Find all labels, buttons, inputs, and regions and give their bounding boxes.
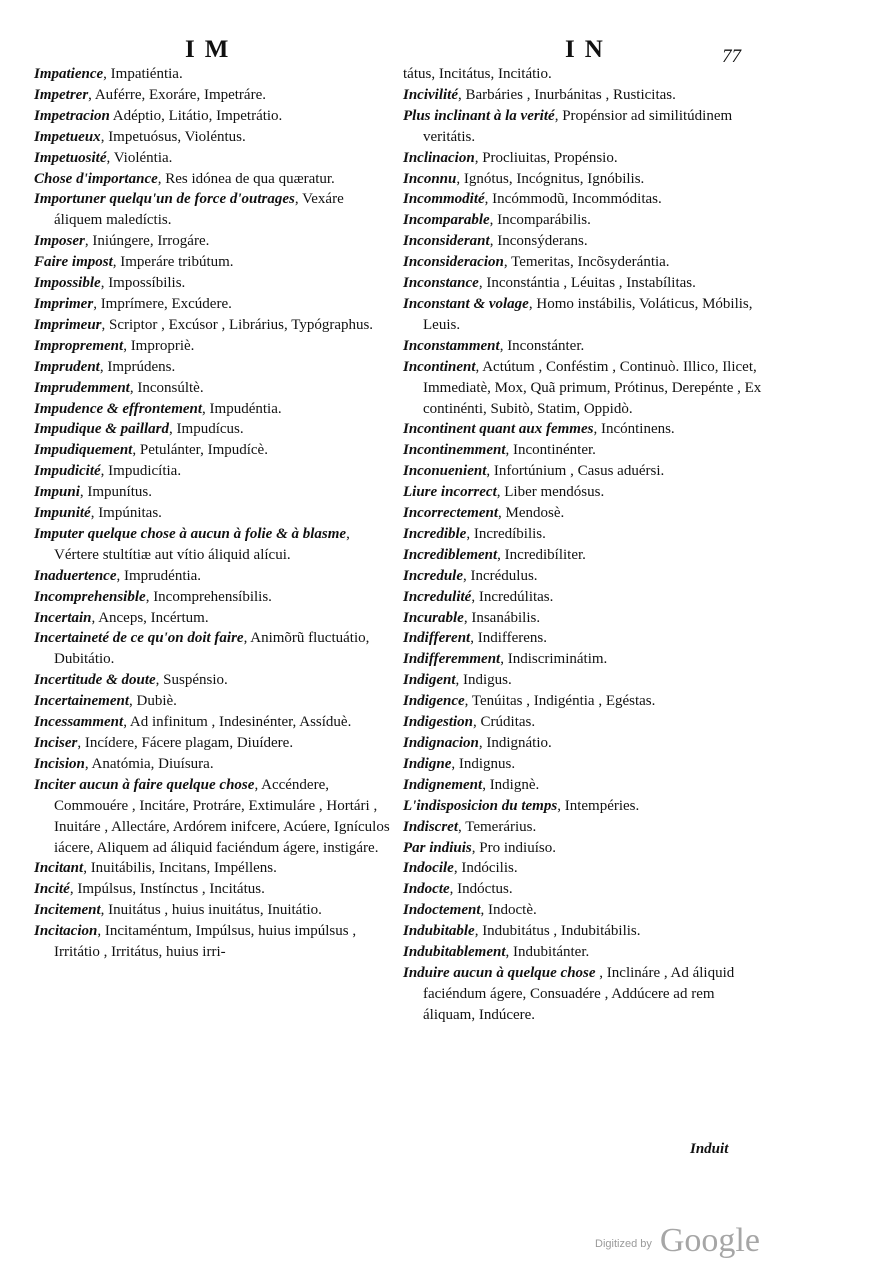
dictionary-entry xyxy=(34,608,390,629)
dictionary-entry xyxy=(34,524,390,566)
entry-headword: Incessamment xyxy=(34,714,124,731)
entry-definition: , Indubitátus , Indubitábilis. xyxy=(474,923,641,940)
entry-definition: , Indócilis. xyxy=(453,860,518,877)
entry-headword: Incertitude & doute xyxy=(34,672,156,689)
dictionary-entry xyxy=(403,357,763,420)
dictionary-entry xyxy=(34,294,390,315)
dictionary-entry xyxy=(34,775,390,859)
entry-definition: , Auférre, Exoráre, Impetráre. xyxy=(88,86,266,103)
dictionary-entry xyxy=(403,440,763,461)
dictionary-entry xyxy=(403,461,763,482)
entry-definition: , Incontinénter. xyxy=(505,442,596,459)
entry-definition: , Imprudéntia. xyxy=(116,567,202,584)
entry-definition: , Impossíbilis. xyxy=(100,275,186,292)
entry-definition: , Impúlsus, Instínctus , Incitátus. xyxy=(69,881,265,898)
entry-definition: , Accéndere, Commouére , Incitáre, Protráre, Extimuláre , Hortári , Inuitáre , Allectáre, Ardórem inifcere, Acúere, Ignículos iácere, Aliquem ad áliquid faciéndum ágere, instigáre. xyxy=(54,776,390,856)
dictionary-entry xyxy=(34,357,390,378)
entry-headword: Incertainement xyxy=(34,693,130,710)
dictionary-entry xyxy=(34,106,390,127)
dictionary-entry xyxy=(403,796,763,817)
entry-definition: , Imprúdens. xyxy=(99,358,176,375)
entry-headword: Impudence & effrontement xyxy=(34,400,203,417)
entry-headword: Inconstant & volage xyxy=(403,295,529,312)
entry-headword: Incitant xyxy=(34,860,84,877)
dictionary-entry xyxy=(403,838,763,859)
entry-headword: Improprement xyxy=(34,337,124,354)
dictionary-entry xyxy=(34,315,390,336)
entry-headword: Imputer quelque chose à aucun à folie & à blasme xyxy=(34,525,347,542)
dictionary-entry xyxy=(403,85,763,106)
entry-definition: , Vexáre áliquem maledíctis. xyxy=(54,191,344,229)
entry-headword: Impunité xyxy=(34,505,91,522)
entry-definition: , Indignátio. xyxy=(478,735,552,751)
entry-definition: , Inuitátus , huius inuitátus, Inuitátio. xyxy=(100,902,322,919)
running-head-right: IN xyxy=(565,36,613,63)
entry-headword: Incontinent xyxy=(403,358,476,375)
dictionary-entry xyxy=(34,712,390,733)
entry-headword: Impudiquement xyxy=(34,442,133,459)
entry-headword: Incorrectement xyxy=(403,505,498,522)
entry-headword: Inciter aucun à faire quelque chose xyxy=(34,776,255,793)
entry-headword: Imprudent xyxy=(34,358,100,375)
dictionary-entry xyxy=(34,148,390,169)
entry-definition: , Inconsýderans. xyxy=(489,233,588,250)
entry-definition: , Propénsior ad similitúdinem veritátis. xyxy=(423,107,733,145)
entry-headword: Faire impost xyxy=(34,254,113,271)
entry-definition: , Incitaméntum, Impúlsus, huius impúlsus , Irritátio , Irritátus, huius irri- xyxy=(54,923,357,961)
entry-headword: Incurable xyxy=(403,609,464,626)
dictionary-entry xyxy=(403,942,763,963)
entry-definition: , Temerárius. xyxy=(458,818,537,835)
entry-definition: , Violéntia. xyxy=(106,149,173,166)
dictionary-entry xyxy=(403,670,763,691)
dictionary-entry xyxy=(403,169,763,190)
dictionary-entry xyxy=(403,419,763,440)
entry-definition: , Pro indiuíso. xyxy=(471,839,556,856)
right-column xyxy=(403,64,763,1026)
catchword: Induit xyxy=(690,1141,729,1157)
entry-headword: Indigne xyxy=(403,755,452,772)
entry-headword: Inconstamment xyxy=(403,337,500,354)
entry-headword: Inclinacion xyxy=(403,149,475,166)
dictionary-entry xyxy=(403,691,763,712)
entry-headword: Incertaineté de ce qu'on doit faire xyxy=(34,630,244,647)
entry-definition: , Ignótus, Incógnitus, Ignóbilis. xyxy=(456,170,645,187)
entry-headword: Imposer xyxy=(34,233,85,250)
entry-headword: Impudique & paillard xyxy=(34,421,170,438)
entry-headword: Indocile xyxy=(403,860,454,877)
entry-headword: Chose d'importance xyxy=(34,170,158,187)
entry-definition: , Impropriè. xyxy=(123,337,195,354)
dictionary-entry xyxy=(34,189,390,231)
dictionary-entry xyxy=(403,294,763,336)
entry-headword: Incredule xyxy=(403,567,463,584)
entry-headword: Incitement xyxy=(34,902,101,919)
entry-definition: , Intempéries. xyxy=(557,797,640,814)
entry-headword: Incivilité xyxy=(403,86,458,103)
entry-headword: Inconnu xyxy=(403,170,457,187)
dictionary-entry xyxy=(403,545,763,566)
entry-definition: , Petulánter, Impudícè. xyxy=(132,442,268,459)
entry-definition: , Indifferens. xyxy=(470,630,548,647)
dictionary-entry xyxy=(34,670,390,691)
entry-headword: Indigent xyxy=(403,672,456,689)
entry-headword: Par indiuis xyxy=(403,839,472,856)
entry-definition: , Imprímere, Excúdere. xyxy=(93,295,232,312)
dictionary-entry xyxy=(403,754,763,775)
entry-definition: , Incómmodũ, Incommóditas. xyxy=(484,191,662,208)
entry-headword: Indifferent xyxy=(403,630,471,647)
entry-definition: , Insanábilis. xyxy=(463,609,541,626)
entry-headword: Inconuenient xyxy=(403,463,487,480)
entry-definition: , Res idónea de qua quæratur. xyxy=(157,170,335,187)
entry-definition: , Tenúitas , Indigéntia , Egéstas. xyxy=(464,693,656,710)
entry-definition: , Indignè. xyxy=(482,776,540,793)
entry-definition: , Anatómia, Diuísura. xyxy=(84,755,214,772)
entry-definition: , Impetuósus, Violéntus. xyxy=(100,128,246,145)
entry-definition: , Impunítus. xyxy=(79,484,152,501)
entry-headword: Liure incorrect xyxy=(403,484,497,501)
entry-headword: Incontinemment xyxy=(403,442,506,459)
dictionary-entry xyxy=(403,64,763,85)
entry-headword: Incontinent quant aux femmes xyxy=(403,421,594,438)
dictionary-entry xyxy=(34,879,390,900)
entry-definition: , Incídere, Fácere plagam, Diuídere. xyxy=(77,735,294,751)
dictionary-entry xyxy=(403,210,763,231)
entry-definition: , Suspénsio. xyxy=(155,672,228,689)
dictionary-entry xyxy=(34,628,390,670)
entry-definition: , Ad infinitum , Indesinénter, Assíduè. xyxy=(123,714,352,731)
entry-definition: , Inuitábilis, Incitans, Impéllens. xyxy=(83,860,277,877)
dictionary-entry xyxy=(403,775,763,796)
entry-definition: , Incrédulus. xyxy=(463,567,538,584)
digitized-by-watermark xyxy=(595,1222,760,1260)
entry-definition: , Barbáries , Inurbánitas , Rusticitas. xyxy=(458,86,676,103)
dictionary-entry xyxy=(34,440,390,461)
entry-definition: , Scriptor , Excúsor , Librárius, Typógraphus. xyxy=(101,316,374,333)
entry-headword: Impetueux xyxy=(34,128,101,145)
entry-headword: Indifferemment xyxy=(403,651,501,668)
entry-headword: Induire aucun à quelque chose xyxy=(403,964,596,981)
entry-headword: Impetracion xyxy=(34,107,110,124)
dictionary-entry xyxy=(34,733,390,754)
dictionary-entry xyxy=(403,817,763,838)
entry-headword: Indubitable xyxy=(403,923,475,940)
entry-definition: , Indubitánter. xyxy=(505,944,590,961)
entry-headword: Indiscret xyxy=(403,818,459,835)
entry-headword: Incrediblement xyxy=(403,546,498,563)
dictionary-entry xyxy=(34,461,390,482)
entry-headword: Importuner quelqu'un de force d'outrages xyxy=(34,191,295,208)
entry-headword: Imprimeur xyxy=(34,316,102,333)
dictionary-entry xyxy=(34,503,390,524)
dictionary-entry xyxy=(34,921,390,963)
dictionary-entry xyxy=(403,482,763,503)
dictionary-entry xyxy=(34,566,390,587)
entry-definition: , Incredíbilis. xyxy=(466,525,546,542)
entry-definition: , Homo instábilis, Voláticus, Móbilis, Leuis. xyxy=(423,295,753,333)
entry-definition: , Impudéntia. xyxy=(202,400,282,417)
dictionary-entry xyxy=(403,963,763,1026)
entry-definition: , Indoctè. xyxy=(480,902,537,919)
dictionary-entry xyxy=(403,858,763,879)
entry-definition: , Mendosè. xyxy=(498,505,565,522)
entry-definition: , Liber mendósus. xyxy=(496,484,605,501)
dictionary-entry xyxy=(403,273,763,294)
entry-headword: Impuni xyxy=(34,484,80,501)
entry-definition: , Inconsúltè. xyxy=(129,379,204,396)
dictionary-entry xyxy=(34,252,390,273)
entry-headword: Imprudemment xyxy=(34,379,130,396)
entry-definition: , Procliuitas, Propénsio. xyxy=(474,149,618,166)
dictionary-entry xyxy=(34,336,390,357)
entry-headword: Impetrer xyxy=(34,86,89,103)
entry-headword: Incommodité xyxy=(403,191,485,208)
entry-headword: L'indisposicion du temps xyxy=(403,797,558,814)
dictionary-entry xyxy=(403,900,763,921)
entry-definition: , Impudicítia. xyxy=(100,463,182,480)
entry-definition: , Inclináre , Ad áliquid faciéndum ágere, Consuadére , Addúcere ad rem áliquam, Indúcere. xyxy=(423,964,735,1023)
dictionary-entry xyxy=(403,649,763,670)
entry-definition: , Incomprehensíbilis. xyxy=(145,588,272,605)
dictionary-entry xyxy=(403,712,763,733)
dictionary-entry xyxy=(34,900,390,921)
dictionary-entry xyxy=(403,566,763,587)
entry-headword: Inaduertence xyxy=(34,567,117,584)
dictionary-entry xyxy=(403,189,763,210)
entry-headword: Incitacion xyxy=(34,923,98,940)
entry-headword: Incredible xyxy=(403,525,467,542)
entry-definition: , Incóntinens. xyxy=(593,421,675,438)
dictionary-entry xyxy=(34,419,390,440)
dictionary-entry xyxy=(34,231,390,252)
dictionary-entry xyxy=(34,64,390,85)
entry-headword: Inconstance xyxy=(403,275,479,292)
entry-definition: , Impudícus. xyxy=(169,421,244,438)
entry-definition: , Indigus. xyxy=(455,672,512,689)
dictionary-entry xyxy=(34,482,390,503)
dictionary-entry xyxy=(403,231,763,252)
entry-headword: Plus inclinant à la verité xyxy=(403,107,555,124)
dictionary-entry xyxy=(403,628,763,649)
entry-definition: , Dubiè. xyxy=(129,693,177,710)
dictionary-entry xyxy=(403,148,763,169)
entry-headword: Incomprehensible xyxy=(34,588,146,605)
entry-headword: Incité xyxy=(34,881,70,898)
entry-definition: , Infortúnium , Casus aduérsi. xyxy=(486,463,665,480)
dictionary-entry xyxy=(403,252,763,273)
entry-headword: Impossible xyxy=(34,275,101,292)
entry-headword: Incision xyxy=(34,755,85,772)
entry-headword: Incredulité xyxy=(403,588,472,605)
entry-headword: Impudicité xyxy=(34,463,101,480)
dictionary-entry xyxy=(403,587,763,608)
entry-definition: , Indóctus. xyxy=(449,881,513,898)
entry-headword: Indignement xyxy=(403,776,483,793)
entry-definition: , Indiscriminátim. xyxy=(500,651,608,668)
dictionary-entry xyxy=(403,524,763,545)
entry-headword: Incomparable xyxy=(403,212,490,229)
entry-definition: , Anceps, Incértum. xyxy=(91,609,209,626)
entry-definition: , Iniúngere, Irrogáre. xyxy=(84,233,210,250)
entry-definition: , Impatiéntia. xyxy=(103,66,183,82)
entry-definition: , Crúditas. xyxy=(473,714,536,731)
dictionary-entry xyxy=(403,336,763,357)
entry-headword: Inciser xyxy=(34,735,78,751)
left-column xyxy=(34,64,390,963)
google-logo: Google xyxy=(659,1222,760,1259)
running-head-left: IM xyxy=(185,36,239,63)
entry-headword: Indignacion xyxy=(403,735,479,751)
entry-headword: Indocte xyxy=(403,881,450,898)
entry-definition: Adéptio, Litátio, Impetrátio. xyxy=(109,107,283,124)
entry-definition: , Incredibíliter. xyxy=(497,546,586,563)
dictionary-entry xyxy=(34,169,390,190)
dictionary-entry xyxy=(403,608,763,629)
dictionary-entry xyxy=(403,879,763,900)
entry-headword: Impetuosité xyxy=(34,149,107,166)
entry-headword: Inconsideracion xyxy=(403,254,504,271)
dictionary-entry xyxy=(34,127,390,148)
entry-definition: , Indignus. xyxy=(451,755,516,772)
dictionary-entry xyxy=(403,921,763,942)
dictionary-entry xyxy=(34,754,390,775)
entry-headword: Impatience xyxy=(34,66,104,82)
dictionary-entry xyxy=(34,691,390,712)
entry-definition: , Temeritas, Incõsyderántia. xyxy=(503,254,670,271)
entry-definition: , Imperáre tribútum. xyxy=(112,254,234,271)
entry-headword: Indubitablement xyxy=(403,944,506,961)
dictionary-entry xyxy=(403,733,763,754)
entry-definition: , Inconstánter. xyxy=(499,337,585,354)
entry-definition: , Incredúlitas. xyxy=(471,588,554,605)
dictionary-entry xyxy=(34,85,390,106)
entry-definition: , Vértere stultítiæ aut vítio áliquid alícui. xyxy=(54,525,350,563)
entry-headword: Indoctement xyxy=(403,902,481,919)
dictionary-entry xyxy=(403,106,763,148)
watermark-prefix: Digitized by xyxy=(595,1238,652,1250)
entry-definition: , Inconstántia , Léuitas , Instabílitas. xyxy=(478,275,696,292)
entry-definition: , Impúnitas. xyxy=(90,505,162,522)
entry-definition: , Actútum , Conféstim , Continuò. Illico, Ilicet, Immediatè, Mox, Quã primum, Prótinus, Derepénte , Ex continénti, Subitò, Statim, Oppidò. xyxy=(423,358,762,417)
entry-headword: Incertain xyxy=(34,609,92,626)
dictionary-entry xyxy=(34,378,390,399)
entry-headword: Indigence xyxy=(403,693,465,710)
entry-definition: , Incomparábilis. xyxy=(489,212,591,229)
dictionary-entry xyxy=(34,399,390,420)
entry-headword: Indigestion xyxy=(403,714,474,731)
entry-headword: Imprimer xyxy=(34,295,94,312)
entry-headword: Inconsiderant xyxy=(403,233,490,250)
dictionary-entry xyxy=(34,587,390,608)
entry-definition: , Animõrũ fluctuátio, Dubitátio. xyxy=(54,630,370,668)
dictionary-entry xyxy=(34,273,390,294)
entry-definition: tátus, Incitátus, Incitátio. xyxy=(403,66,552,82)
dictionary-entry xyxy=(34,858,390,879)
page-number: 77 xyxy=(722,46,741,67)
dictionary-entry xyxy=(403,503,763,524)
